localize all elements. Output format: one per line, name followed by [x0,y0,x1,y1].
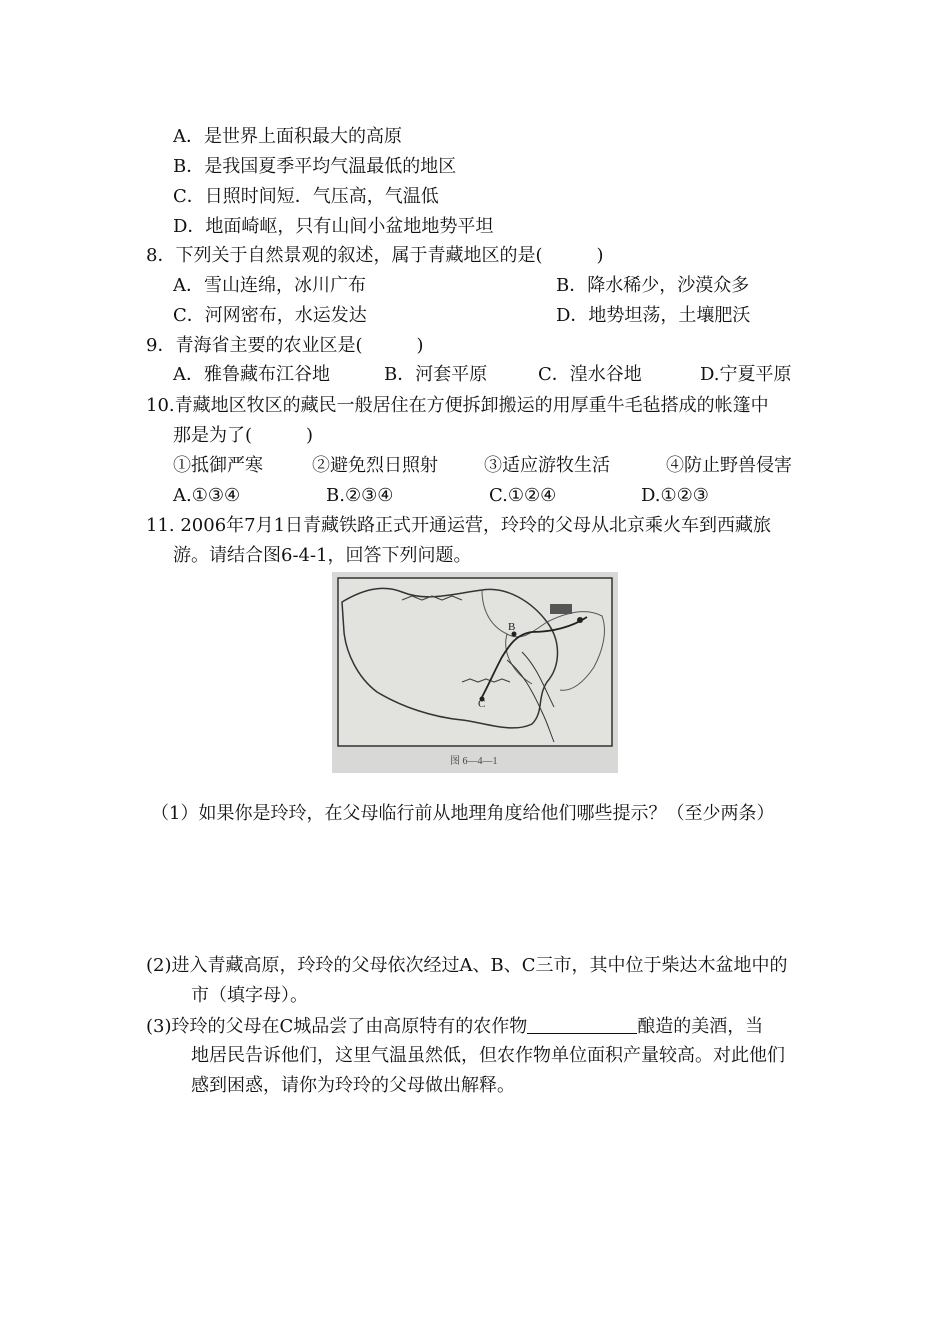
q11-sub1: （1）如果你是玲玲，在父母临行前从地理角度给他们哪些提示？（至少两条） [151,803,775,824]
q11-sub2-line1: (2)进入青藏高原，玲玲的父母依次经过A、B、C三市，其中位于柴达木盆地中的 [146,955,788,976]
answer-blank[interactable] [527,1015,637,1034]
q11-stem-line2: 游。请结合图6-4-1，回答下列问题。 [173,545,472,566]
map-label-c: C [478,698,486,710]
q11-sub2-line2: 市（填字母）。 [191,985,308,1006]
q8-stem: 8．下列关于自然景观的叙述，属于青藏地区的是( ) [146,245,604,266]
map-figure [332,572,618,773]
city-icon [550,604,572,614]
q10-statement-2: ②避免烈日照射 [312,455,438,476]
q8-option-d: D．地势坦荡，土壤肥沃 [556,305,751,326]
map-drawing [332,572,618,773]
q10-statement-1: ①抵御严寒 [173,455,263,476]
q7-option-d: D．地面崎岖，只有山间小盆地地势平坦 [173,216,494,237]
q7-option-a: A．是世界上面积最大的高原 [173,126,402,147]
map-label-b: B [508,621,516,633]
q10-option-b: B.②③④ [326,485,394,506]
q11-sub3-line2: 地居民告诉他们，这里气温虽然低，但农作物单位面积产量较高。对此他们 [191,1045,785,1066]
map-frame [338,578,612,746]
q10-option-c: C.①②④ [489,485,557,506]
q10-statement-3: ③适应游牧生活 [484,455,610,476]
q11-sub3-line1 [146,1015,763,1038]
q8-option-a: A．雪山连绵，冰川广布 [173,275,366,296]
q10-option-d: D.①②③ [641,485,709,506]
q9-option-b: B．河套平原 [384,364,488,385]
q11-sub3-line1-end: 酿造的美酒，当 [637,1016,764,1037]
city-a-marker [577,617,583,623]
q7-option-b: B．是我国夏季平均气温最低的地区 [173,156,457,177]
q11-stem-line1: 11. 2006年7月1日青藏铁路正式开通运营，玲玲的父母从北京乘火车到西藏旅 [146,515,772,536]
q7-option-c: C．日照时间短．气压高，气温低 [173,186,439,207]
q10-statement-4: ④防止野兽侵害 [666,455,792,476]
q10-stem-line1: 10.青藏地区牧区的藏民一般居住在方便拆卸搬运的用厚重牛毛毡搭成的帐篷中 [146,395,769,416]
q11-sub3-line3: 感到困惑，请你为玲玲的父母做出解释。 [191,1075,515,1096]
map-caption: 图 6—4—1 [450,756,498,767]
q8-option-b: B．降水稀少，沙漠众多 [556,275,750,296]
q9-option-a: A．雅鲁藏布江谷地 [173,364,330,385]
q10-stem-line2: 那是为了( ) [173,425,314,446]
q8-option-c: C．河网密布，水运发达 [173,305,367,326]
q9-stem: 9．青海省主要的农业区是( ) [146,335,424,356]
q9-option-c: C．湟水谷地 [538,364,642,385]
q10-option-a: A.①③④ [173,485,241,506]
q9-option-d: D.宁夏平原 [700,364,792,385]
q11-sub3-line1-start: (3)玲玲的父母在C城品尝了由高原特有的农作物 [146,1016,528,1037]
